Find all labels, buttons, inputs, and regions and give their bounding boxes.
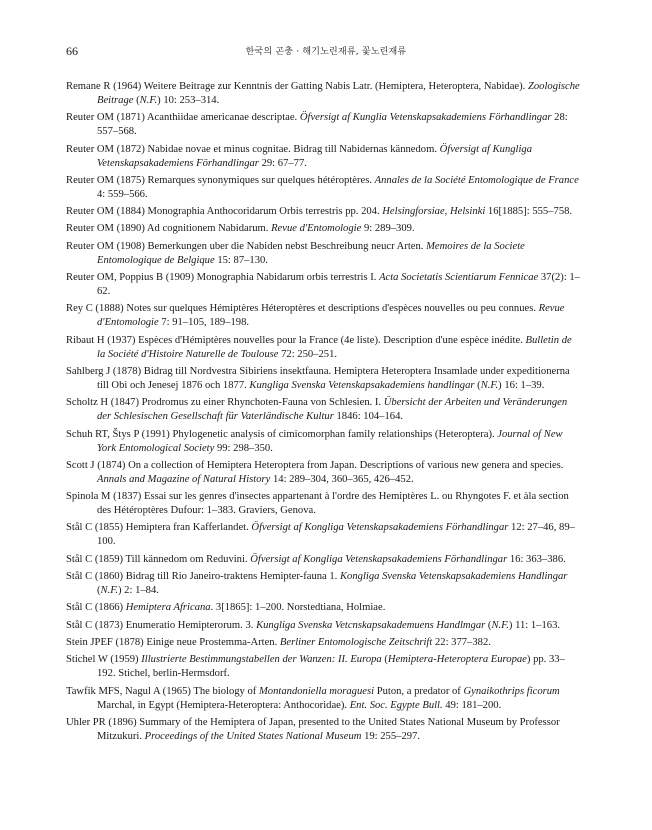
reference-text: Ribaut H (1937) Espèces d'Hémiptères nouvelles pour la France (4e liste). Description d'une espèce inédite. <box>66 334 526 346</box>
reference-text: 37(2): 1–62. <box>97 272 580 298</box>
reference-entry <box>66 570 580 598</box>
reference-text: Tawfik MFS, Nagul A (1965) The biology of <box>66 685 259 697</box>
reference-italic-text: N.F. <box>480 379 499 391</box>
reference-text: Stein JPEF (1878) Einige neue Prostemma-Arten. <box>66 636 280 648</box>
reference-italic-text: Revue d'Entomologie <box>271 223 362 235</box>
reference-text: Stål C (1866) <box>66 602 126 614</box>
reference-text: ) 16: 1–39. <box>498 379 545 391</box>
reference-entry <box>66 601 580 615</box>
reference-italic-text: Öfversigt af Kongliga Vetenskapsakademiens Förhandlingar <box>250 553 508 565</box>
reference-text: Spinola M (1837) Essai sur les genres d'insectes appartenant à l'ordre des Hemiptères L. ou Rhyngotes F. et àla section des Hétéroptères Dufour: 1–383. Graviers, Genova. <box>66 491 569 517</box>
reference-text: Stichel W (1959) <box>66 654 142 666</box>
reference-text: Scott J (1874) On a collection of Hemiptera Heteroptera from Japan. Descriptions of various new genera and species. <box>66 459 564 471</box>
reference-text: . 3[1865]: 1–200. Norstedtiana, Holmiae. <box>210 602 386 614</box>
reference-list <box>66 80 580 747</box>
reference-entry <box>66 459 580 487</box>
reference-text: Reuter OM, Poppius B (1909) Monographia Nabidarum orbis terrestris I. <box>66 272 380 284</box>
reference-italic-text: Montandoniella moraguesi <box>258 685 375 697</box>
reference-text: Stål C (1860) Bidrag till Rio Janeiro-traktens Hemipter-fauna 1. <box>66 571 340 583</box>
reference-entry <box>66 619 580 633</box>
reference-entry <box>66 111 580 139</box>
reference-text: 15: 87–130. <box>214 254 268 266</box>
reference-text: Reuter OM (1875) Remarques synonymiques sur quelques hétéroptères. <box>66 174 375 186</box>
reference-text: Stål C (1873) Enumeratio Hemipterorum. 3. <box>66 619 257 631</box>
reference-text: ( <box>97 585 101 597</box>
reference-entry <box>66 553 580 567</box>
reference-entry <box>66 365 580 393</box>
reference-entry <box>66 653 580 681</box>
reference-italic-text: Acta Societatis Scientiarum Fennicae <box>379 272 539 284</box>
reference-text: 4: 559–566. <box>97 188 148 200</box>
reference-entry <box>66 428 580 456</box>
reference-text: 28: 557–568. <box>97 112 568 138</box>
reference-entry <box>66 271 580 299</box>
reference-text: ) 10: 253–314. <box>157 95 220 106</box>
reference-text: ( <box>381 654 388 666</box>
reference-text: Stål C (1859) Till kännedom om Reduvini. <box>66 553 251 565</box>
reference-italic-text: Gynaikothrips ficorum <box>463 685 560 697</box>
reference-italic-text: Kungliga Svenska Vetenskapsakademiens handlingar <box>249 379 475 391</box>
reference-text: Schuh RT, Štys P (1991) Phylogenetic analysis of cimicomorphan family relationships (Heteroptera). <box>66 428 498 440</box>
reference-text: 9: 289–309. <box>361 223 415 235</box>
reference-entry <box>66 240 580 268</box>
reference-text: ) 11: 1–163. <box>508 619 561 631</box>
reference-entry <box>66 222 580 236</box>
reference-text: Remane R (1964) Weitere Beitrage zur Kenntnis der Gatting Nabis Latr. (Hemiptera, Heteroptera, Nabidae). <box>66 81 528 92</box>
reference-text: Stål C (1855) Hemiptera fran Kafferlandet. <box>66 522 252 534</box>
reference-italic-text: Berliner Entomologische Zeitschrift <box>279 636 433 648</box>
reference-text: Reuter OM (1908) Bemerkungen uber die Nabiden nebst Beschreibung neucr Arten. <box>66 240 427 252</box>
reference-entry <box>66 174 580 202</box>
reference-text: ) 2: 1–84. <box>118 585 159 597</box>
reference-text: 12: 27–46, 89–100. <box>97 522 575 548</box>
reference-text: 29: 67–77. <box>258 157 307 169</box>
running-header: 한국의 곤충 · 해기노린재류, 꽃노린재류 <box>245 47 407 57</box>
reference-italic-text: Annales de la Société Entomologique de France <box>374 174 579 186</box>
reference-italic-text: Hemiptera Africana <box>125 602 211 614</box>
reference-italic-text: N.F. <box>491 619 509 631</box>
reference-italic-text: Übersicht der Arbeiten und Veränderungen der Schlesischen Gesellschaft für Vaterländische Kultur <box>97 397 568 423</box>
reference-italic-text: Zoologische Beitrage <box>97 81 580 106</box>
reference-italic-text: Hemiptera-Heteroptera Europae <box>387 654 527 666</box>
reference-entry <box>66 302 580 330</box>
reference-italic-text: Kungliga Svenska Vetcnskapsakademuens Handlmgar <box>256 619 486 631</box>
reference-entry <box>66 636 580 650</box>
reference-entry <box>66 205 580 219</box>
reference-text: 14: 289–304, 360–365, 426–452. <box>270 473 414 485</box>
reference-italic-text: Journal of New York Entomological Society <box>97 428 563 454</box>
reference-text: Scholtz H (1847) Prodromus zu einer Rhynchoten-Fauna von Schlesien. I. <box>66 397 384 409</box>
reference-entry <box>66 685 580 713</box>
reference-text: Reuter OM (1872) Nabidae novae et minus cognitae. Bidrag till Nabidernas kännedom. <box>66 143 440 155</box>
reference-text: Uhler PR (1896) Summary of the Hemiptera of Japan, presented to the United States National Museum by Professor Mitzukuri. <box>66 716 560 742</box>
reference-italic-text: Proceedings of the United States National Museum <box>144 730 362 742</box>
reference-italic-text: N.F. <box>100 585 118 597</box>
reference-entry <box>66 396 580 424</box>
reference-text: ( <box>474 379 481 391</box>
reference-text: Reuter OM (1884) Monographia Anthocoridarum Orbis terrestris pp. 204. <box>66 206 383 218</box>
reference-entry <box>66 334 580 362</box>
reference-text: Puton, a predator of <box>374 685 464 697</box>
reference-text: 49: 181–200. <box>442 699 502 711</box>
reference-italic-text: Memoires de la Societe Entomologique de Belgique <box>97 240 525 266</box>
reference-text: ( <box>485 619 492 631</box>
reference-italic-text: Annals and Magazine of Natural History <box>97 473 271 485</box>
reference-entry <box>66 716 580 744</box>
reference-italic-text: N.F. <box>139 95 158 106</box>
page-number: 66 <box>66 44 78 58</box>
reference-italic-text: Bulletin de la Société d'Histoire Naturelle de Toulouse <box>97 334 572 360</box>
reference-text: 7: 91–105, 189–198. <box>158 317 250 329</box>
reference-italic-text: Ent. Soc. Egypte Bull. <box>349 699 443 711</box>
reference-entry <box>66 521 580 549</box>
reference-text: Marchal, in Egypt (Hemiptera-Heteroptera: Anthocoridae). <box>97 699 350 711</box>
reference-italic-text: Öfversigt af Kongliga Vetenskapsakademiens Förhandlingar <box>251 522 509 534</box>
reference-text: Sahlberg J (1878) Bidrag till Nordvestra Sibiriens insektfauna. Hemiptera Heteroptera Insamlade under expeditionerna till Obi och Jenesej 1876 och 1877. <box>66 365 570 391</box>
reference-italic-text: Illustrierte Bestimmungstabellen der Wanzen: II. Europa <box>141 654 382 666</box>
reference-text: 72: 250–251. <box>278 348 338 360</box>
reference-text: 19: 255–297. <box>361 730 420 742</box>
reference-text: 16[1885]: 555–758. <box>485 206 573 218</box>
reference-entry <box>66 143 580 171</box>
reference-text: 99: 298–350. <box>214 442 273 454</box>
reference-italic-text: Revue d'Entomologie <box>97 303 565 329</box>
reference-text: Reuter OM (1871) Acanthiidae americanae descriptae. <box>66 112 300 124</box>
reference-italic-text: Helsingforsiae, Helsinki <box>382 206 486 218</box>
reference-text: Reuter OM (1890) Ad cognitionem Nabidarum. <box>66 223 272 235</box>
reference-text: ) pp. 33–192. Stichel, berlin-Hermsdorf. <box>97 654 565 680</box>
reference-text: 16: 363–386. <box>507 553 566 565</box>
reference-entry <box>66 490 580 518</box>
reference-text: ( <box>133 95 140 106</box>
reference-text: 22: 377–382. <box>432 636 491 648</box>
reference-italic-text: Öfversigt af Kunglia Vetenskapsakademiens Förhandlingar <box>299 112 552 124</box>
reference-text: Rey C (1888) Notes sur quelques Hémiptères Héteroptères et descriptions d'espèces nouvelles ou peu connues. <box>66 303 539 315</box>
reference-text: 1846: 104–164. <box>333 411 404 423</box>
reference-italic-text: Öfversigt af Kungliga Vetenskapsakademiens Förhandlingar <box>97 143 533 169</box>
reference-entry <box>66 80 580 108</box>
reference-italic-text: Kongliga Svenska Vetenskapsakademiens Handlingar <box>339 571 568 583</box>
